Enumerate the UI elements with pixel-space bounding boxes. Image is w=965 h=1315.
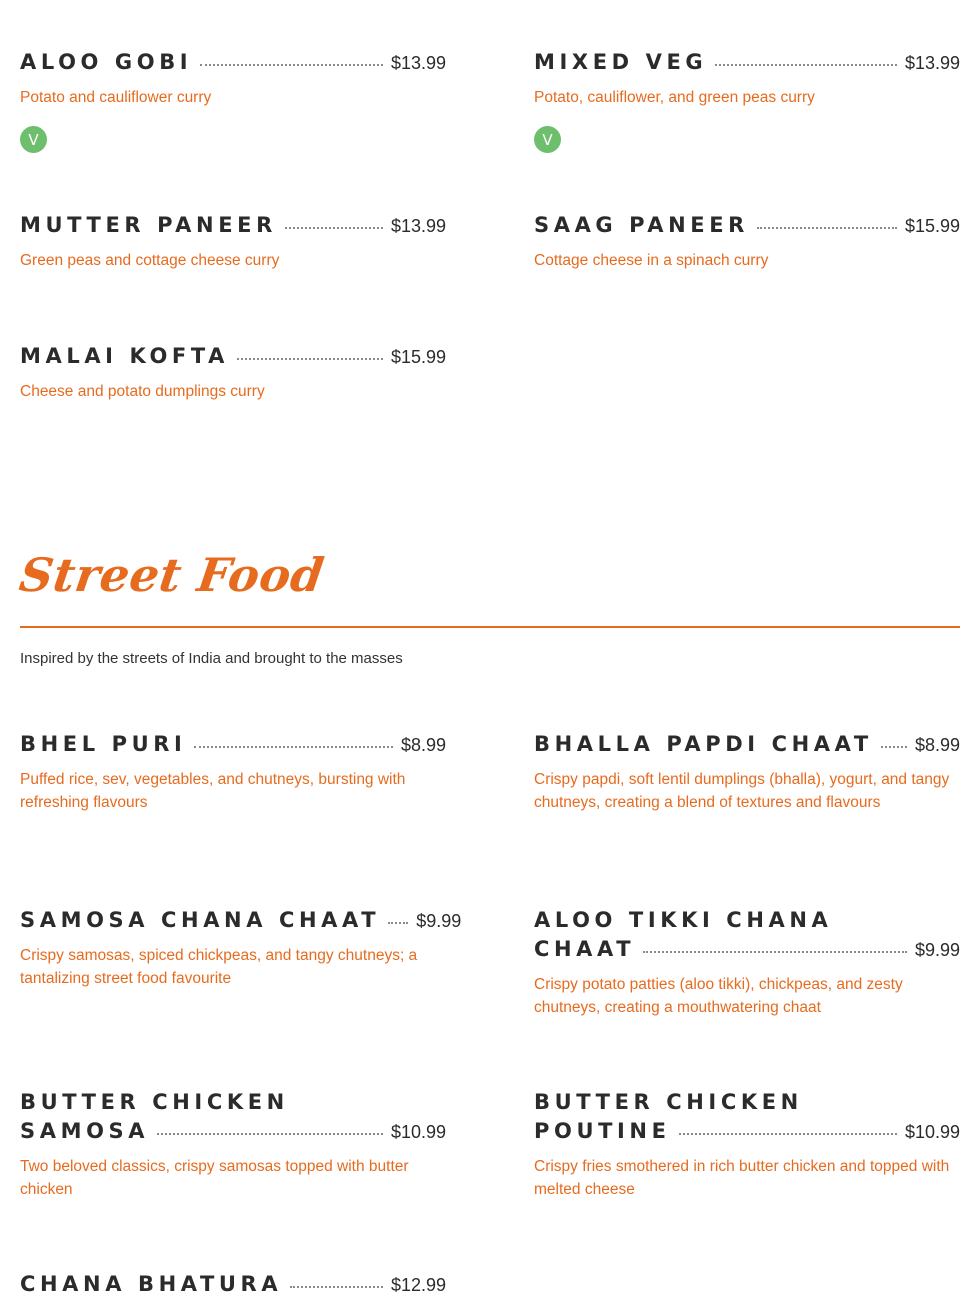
item-description: Cheese and potato dumplings curry: [20, 383, 265, 400]
item-header: [20, 1270, 446, 1299]
item-price: $8.99: [914, 735, 960, 755]
item-description: Crispy potato patties (aloo tikki), chickpeas, and zesty chutneys, creating a mouthwatering chaat: [534, 976, 903, 1016]
item-price: $10.99: [904, 1122, 960, 1142]
item-name: MUTTER PANEER: [20, 213, 277, 237]
item-name-line2: SAMOSA: [20, 1119, 150, 1143]
item-header: [534, 48, 960, 77]
item-name-line1: BUTTER CHICKEN: [534, 1090, 803, 1114]
menu-item-aloo-tikki-chana-chaat: [534, 906, 960, 1019]
item-description: Crispy fries smothered in rich butter chicken and topped with melted cheese: [534, 1158, 950, 1198]
item-price: $10.99: [390, 1122, 446, 1142]
item-price: $13.99: [390, 216, 446, 236]
dot-leader: [643, 951, 907, 953]
section-description: Inspired by the streets of India and brought to the masses: [20, 650, 403, 667]
item-description: Puffed rice, sev, vegetables, and chutneys, bursting with refreshing flavours: [20, 771, 406, 811]
dot-leader: [290, 1286, 383, 1288]
menu-item-butter-chicken-samosa: [20, 1088, 446, 1201]
item-header: [20, 1117, 446, 1146]
item-price: $15.99: [390, 347, 446, 367]
dot-leader: [388, 922, 408, 924]
menu-item-malai-kofta: [20, 342, 446, 403]
item-header: [20, 342, 446, 371]
item-price: $8.99: [400, 735, 446, 755]
dot-leader: [194, 746, 393, 748]
item-header: [20, 48, 446, 77]
item-price: $15.99: [904, 216, 960, 236]
dot-leader: [757, 227, 897, 229]
item-price: $12.99: [390, 1275, 446, 1295]
item-name-line1: BUTTER CHICKEN: [20, 1090, 289, 1114]
item-description: Potato, cauliflower, and green peas curry: [534, 89, 815, 106]
dot-leader: [237, 358, 383, 360]
menu-item-mixed-veg: [534, 48, 960, 153]
menu-item-mutter-paneer: [20, 211, 446, 272]
item-price: $9.99: [914, 940, 960, 960]
item-name: CHANA BHATURA: [20, 1272, 283, 1296]
item-name: MALAI KOFTA: [20, 344, 229, 368]
item-name: BHEL PURI: [20, 732, 187, 756]
item-header: [534, 211, 960, 240]
dot-leader: [881, 746, 907, 748]
item-price: $13.99: [390, 53, 446, 73]
item-name-line2: POUTINE: [534, 1119, 671, 1143]
item-header: [20, 211, 446, 240]
dot-leader: [200, 64, 383, 66]
item-price: $13.99: [904, 53, 960, 73]
menu-item-butter-chicken-poutine: [534, 1088, 960, 1201]
item-price: $9.99: [416, 911, 462, 931]
item-description: Potato and cauliflower curry: [20, 89, 212, 106]
menu-item-chana-bhatura: [20, 1270, 446, 1299]
menu-item-aloo-gobi: [20, 48, 446, 153]
dot-leader: [715, 64, 897, 66]
item-header: [20, 730, 446, 759]
item-name: BHALLA PAPDI CHAAT: [534, 732, 873, 756]
menu-item-bhel-puri: [20, 730, 446, 814]
item-description: Cottage cheese in a spinach curry: [534, 252, 769, 269]
item-description: Green peas and cottage cheese curry: [20, 252, 280, 269]
section-divider: [20, 626, 960, 628]
menu-item-saag-paneer: [534, 211, 960, 272]
item-name: ALOO GOBI: [20, 50, 193, 74]
item-name-line2: CHAAT: [534, 937, 636, 961]
item-description: Crispy papdi, soft lentil dumplings (bhalla), yogurt, and tangy chutneys, creating a blend of textures and flavours: [534, 771, 950, 811]
item-header: [534, 730, 960, 759]
dot-leader: [679, 1133, 897, 1135]
vegetarian-badge-icon: V: [534, 126, 561, 153]
item-name: SAMOSA CHANA CHAAT: [20, 908, 381, 932]
menu-item-bhalla-papdi-chaat: [534, 730, 960, 814]
section-title: Street Food: [16, 548, 328, 602]
menu-item-samosa-chana-chaat: [20, 906, 462, 990]
item-name: SAAG PANEER: [534, 213, 749, 237]
item-name: MIXED VEG: [534, 50, 708, 74]
item-description: Crispy samosas, spiced chickpeas, and tangy chutneys; a tantalizing street food favourite: [20, 947, 418, 987]
item-name-line1: ALOO TIKKI CHANA: [534, 908, 833, 932]
vegetarian-badge-icon: V: [20, 126, 47, 153]
item-description: Two beloved classics, crispy samosas topped with butter chicken: [20, 1158, 409, 1198]
item-header: [534, 935, 960, 964]
item-header: [20, 906, 462, 935]
dot-leader: [157, 1133, 383, 1135]
dot-leader: [285, 227, 383, 229]
item-header: [534, 1117, 960, 1146]
